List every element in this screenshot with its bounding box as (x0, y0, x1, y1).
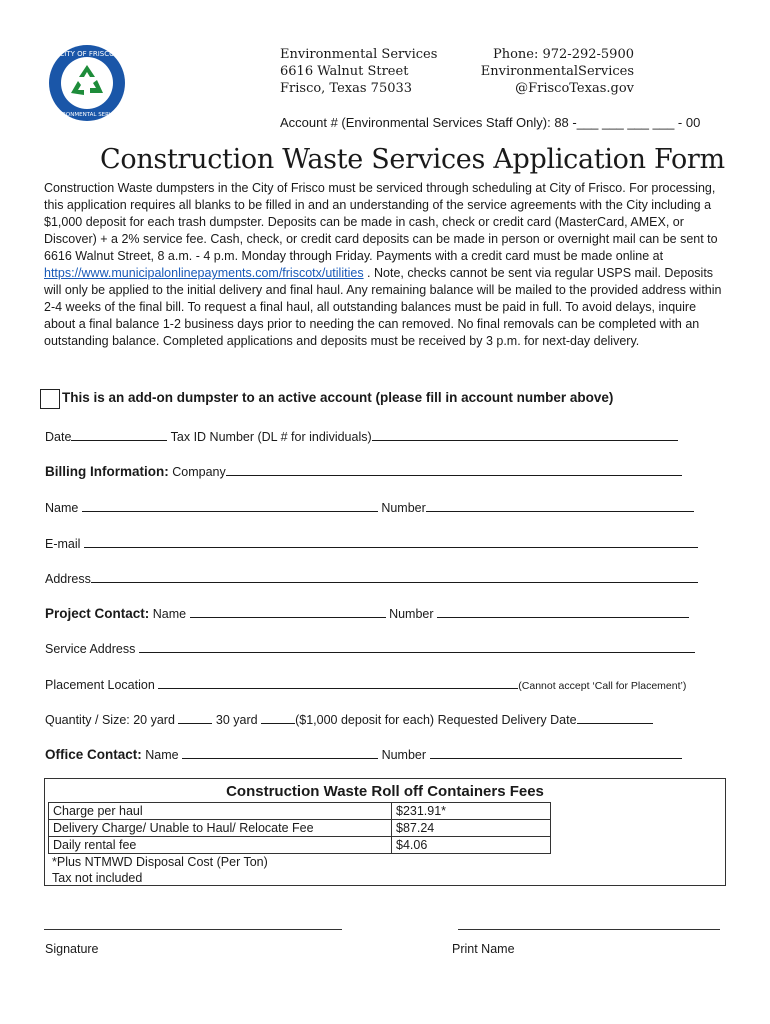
billing-name-field[interactable] (82, 499, 378, 512)
placement-location-field[interactable] (158, 676, 518, 689)
phone-number: Phone: 972-292-5900 (492, 47, 634, 62)
fees-table-box (44, 778, 726, 886)
signature-line[interactable] (44, 929, 342, 930)
placement-location-label: Placement Location (45, 678, 155, 692)
table-row (49, 820, 551, 837)
email-field[interactable] (84, 535, 698, 548)
billing-name-label: Name (45, 501, 79, 515)
intro-paragraph (44, 180, 730, 350)
org-city: Frisco, Texas 75033 (280, 81, 413, 96)
tax-id-label: Tax ID Number (DL # for individuals) (170, 430, 372, 444)
signature-label: Signature (45, 942, 99, 956)
requested-date-field[interactable] (577, 711, 653, 724)
office-number-label: Number (381, 748, 427, 762)
fee-label: Daily rental fee (49, 837, 392, 854)
page-title: Construction Waste Services Application Form (100, 144, 725, 175)
project-number-field[interactable] (437, 605, 689, 618)
intro-text-2: . Note, checks cannot be sent via regular USPS mail. Deposits will only be applied to the initial delivery and final haul. Any remaining balance will be mailed to the provided address within 2-4 weeks of the final bill. To request a final haul, all outstanding balances must be paid in full. To avoid delays, inquire about a final balance 1-2 business days prior to needing the can removed. No final removals can be completed with an outstanding balance. Completed applications and deposits must be received by 3 p.m. for next-day delivery. (44, 266, 722, 348)
billing-number-field[interactable] (426, 499, 694, 512)
fee-label: Delivery Charge/ Unable to Haul/ Relocate Fee (49, 820, 392, 837)
org-name: Environmental Services (280, 47, 438, 62)
email-address-line2: @FriscoTexas.gov (515, 81, 634, 96)
svg-text:CITY OF FRISCO: CITY OF FRISCO (59, 50, 115, 58)
email-label: E-mail (45, 537, 81, 551)
tax-id-field[interactable] (372, 428, 678, 441)
fee-value: $87.24 (392, 820, 551, 837)
fee-value: $231.91* (392, 803, 551, 820)
org-street: 6616 Walnut Street (280, 64, 409, 79)
email-address-line1: EnvironmentalServices (480, 64, 634, 79)
quantity-20-field[interactable] (178, 711, 212, 724)
deposit-note: ($1,000 deposit for each) (295, 713, 435, 727)
table-row (49, 803, 551, 820)
project-number-label: Number (389, 607, 434, 621)
date-field[interactable] (71, 428, 167, 441)
office-name-label: Name (145, 748, 179, 762)
city-seal-logo (47, 43, 127, 123)
fees-table (48, 802, 551, 854)
svg-text:ENVIRONMENTAL SERVICES: ENVIRONMENTAL SERVICES (49, 112, 125, 118)
fees-table-title: Construction Waste Roll off Containers Fees (226, 783, 544, 800)
requested-date-label: Requested Delivery Date (437, 713, 577, 727)
service-address-field[interactable] (139, 640, 695, 653)
billing-heading: Billing Information: (45, 464, 169, 479)
print-name-line[interactable] (458, 929, 720, 930)
quantity-30-field[interactable] (261, 711, 295, 724)
office-number-field[interactable] (430, 746, 682, 759)
fees-note-disposal: *Plus NTMWD Disposal Cost (Per Ton) (52, 855, 268, 869)
payment-link[interactable]: https://www.municipalonlinepayments.com/friscotx/utilities (44, 266, 364, 280)
fee-label: Charge per haul (49, 803, 392, 820)
print-name-label: Print Name (452, 942, 515, 956)
fee-value: $4.06 (392, 837, 551, 854)
office-name-field[interactable] (182, 746, 378, 759)
service-address-label: Service Address (45, 642, 136, 656)
quantity-30-label: 30 yard (215, 713, 258, 727)
intro-text-1: Construction Waste dumpsters in the City of Frisco must be serviced through scheduling at City of Frisco. For processing, this application requires all blanks to be filled in and an understanding of the service agreements with the City including a $1,000 deposit for each trash dumpster. Deposits can be made in cash, check or credit card (MasterCard, AMEX, or Discover) + a 2% service fee. Cash, check, or credit card deposits can be made in person or overnight mail can be sent to 6616 Walnut Street, 8 a.m. - 4 p.m. Monday through Friday. Payments with a credit card must be made online at (44, 181, 718, 263)
addon-checkbox[interactable] (40, 389, 60, 409)
addon-label: This is an add-on dumpster to an active account (please fill in account number above) (62, 390, 614, 405)
project-contact-heading: Project Contact: (45, 606, 150, 621)
date-label: Date (45, 430, 72, 444)
address-field[interactable] (91, 570, 698, 583)
placement-note: (Cannot accept ‘Call for Placement’) (518, 680, 687, 692)
fees-note-tax: Tax not included (52, 871, 143, 885)
project-name-field[interactable] (190, 605, 386, 618)
company-label: Company (172, 465, 226, 479)
table-row (49, 837, 551, 854)
billing-number-label: Number (381, 501, 426, 515)
account-number-line: Account # (Environmental Services Staff Only): 88 -___ ___ ___ ___ - 00 (280, 115, 701, 130)
company-field[interactable] (226, 463, 682, 476)
office-contact-heading: Office Contact: (45, 747, 142, 762)
address-label: Address (45, 572, 91, 586)
quantity-20-label: Quantity / Size: 20 yard (45, 713, 175, 727)
project-name-label: Name (152, 607, 187, 621)
